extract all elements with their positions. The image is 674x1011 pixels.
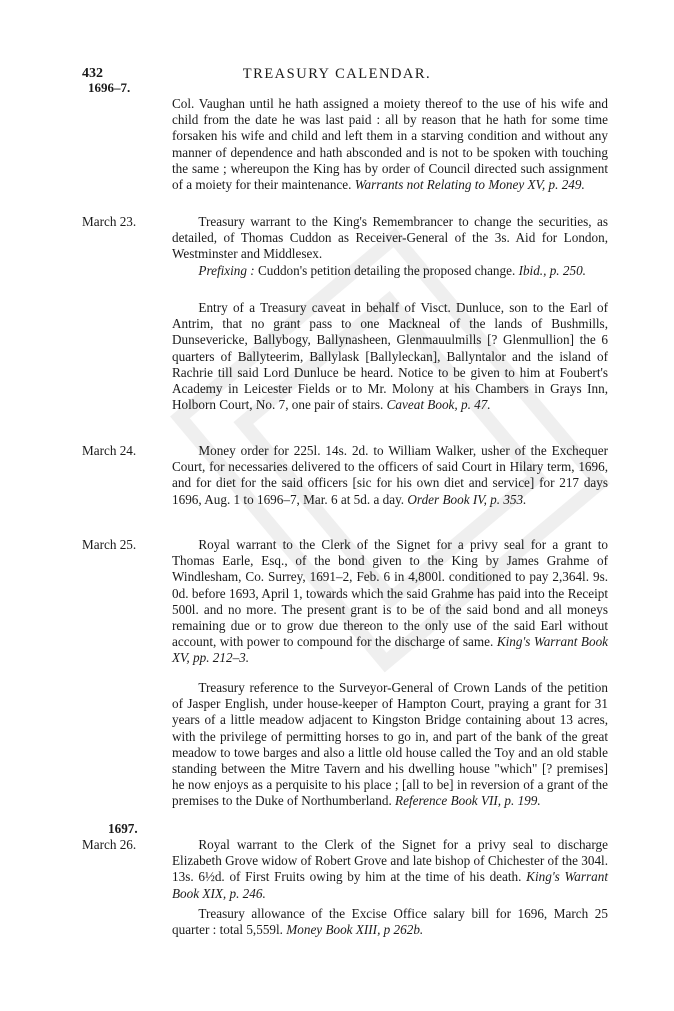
running-title: TREASURY CALENDAR. bbox=[242, 66, 432, 82]
entry-date: March 23. bbox=[82, 214, 137, 229]
entry-text: Treasury warrant to the King's Remembrancer to change the securities, as detailed, of Thomas Cuddon as Receiver-General of the 3s. Aid for London, Westminster and Middlesex. bbox=[172, 214, 608, 262]
entry-reference: Order Book IV, p. 353. bbox=[407, 491, 527, 507]
entry-grove-discharge bbox=[172, 837, 608, 902]
entry-dunluce-caveat bbox=[172, 300, 608, 413]
entry-reference: Money Book XIII, p 262b. bbox=[286, 922, 424, 938]
entry-reference: King's Warrant Book XV, pp. 212–3. bbox=[172, 634, 609, 666]
entry-walker-money-order bbox=[172, 443, 608, 508]
entry-reference: Ibid., p. 250. bbox=[518, 262, 586, 278]
entry-text: Treasury allowance of the Excise Office salary bill for 1696, March 25 quarter : total 5,559l. bbox=[172, 906, 608, 938]
entry-continuation bbox=[172, 96, 608, 193]
entry-reference: King's Warrant Book XIX, p. 246. bbox=[172, 869, 608, 901]
entry-sub-label: Prefixing : bbox=[198, 262, 255, 278]
entry-text: Money order for 225l. 14s. 2d. to William Walker, usher of the Exchequer Court, for necessaries delivered to the officers of said Court in Hilary term, 1696, and for diet for the said officers [sic for his own diet and service] for 217 days 1696, Aug. 1 to 1696–7, Mar. 6 at 5d. a day. bbox=[172, 443, 608, 507]
entry-text: Entry of a Treasury caveat in behalf of Visct. Dunluce, son to the Earl of Antrim, that no grant pass to one Mackneal of the lands of Bushmills, Dunsevericke, Ballybogy, Ballynasheen, Glenmauulmills [? Glenmullion] the 6 quarters of Ballyteerim, Ballylask [Ballyleckan], Ballyntalor and the island of Rachrie till said Lord Dunluce be heard. Notice to be given to him at Foubert's Academy in Leicester Fields or to Mr. Molony at his Chambers in Grays Inn, Holborn Court, No. 7, one pair of stairs. bbox=[172, 300, 608, 413]
year-label: 1696–7. bbox=[88, 80, 131, 95]
page-number: 432 bbox=[82, 66, 103, 81]
entry-earle-grant bbox=[172, 537, 608, 667]
entry-text: Royal warrant to the Clerk of the Signet for a privy seal for a grant to Thomas Earle, Esq., of the bond given to the King by James Grahme of Windlesham, Co. Surrey, 1691–2, Feb. 6 in 4,800l. conditioned to pay 2,364l. 9s. 0d. before 1693, April 1, towards which the said Grahme has paid into the Receipt 500l. and no more. The present grant is to be of the said bond and all moneys remaining due or to grow due thereon to the only use of the said Earl without account, with power to compound for the discharge of same. bbox=[172, 537, 608, 650]
entry-reference: Reference Book VII, p. 199. bbox=[395, 793, 541, 809]
entry-text: Royal warrant to the Clerk of the Signet for a privy seal to discharge Elizabeth Grove widow of Robert Grove and late bishop of Chichester of the 304l. 13s. 6½d. of First Fruits owing by him at the time of his death. bbox=[172, 837, 608, 885]
entry-excise-salary bbox=[172, 906, 608, 938]
entry-year: 1697. bbox=[108, 821, 138, 836]
entry-date: March 25. bbox=[82, 537, 137, 552]
entry-cuddon-securities bbox=[172, 214, 608, 279]
entry-text: Col. Vaughan until he hath assigned a moiety thereof to the use of his wife and child from the date he was last paid : all by reason that he hath for some time forsaken his wife and child and left them in a starving condition and without any manner of dependence and hath absconded and is not to be spoken with touching the same ; whereupon the King has by order of Council directed such assignment of a moiety for their maintenance. bbox=[172, 96, 608, 193]
entry-reference: Warrants not Relating to Money XV, p. 249. bbox=[354, 177, 585, 193]
entry-date: March 26. bbox=[82, 837, 137, 852]
entry-reference: Caveat Book, p. 47. bbox=[386, 397, 491, 413]
entry-text: Treasury reference to the Surveyor-General of Crown Lands of the petition of Jasper English, under house-keeper of Hampton Court, praying a grant for 31 years of a little meadow adjacent to Kingston Bridge containing about 13 acres, with the privilege of permitting horses to go in, and part of the bank of the great meadow to towe barges and also a little old house called the Toy and an old stable standing between the Mitre Tavern and his dwelling house "which" [? premises] he now enjoys as a perquisite to his place ; [all to be] in reversion of a grant of the premises to the Duke of Northumberland. bbox=[172, 680, 608, 809]
entry-sub-text: Cuddon's petition detailing the proposed change. bbox=[257, 262, 516, 278]
entry-english-reference bbox=[172, 680, 608, 810]
entry-date: March 24. bbox=[82, 443, 137, 458]
